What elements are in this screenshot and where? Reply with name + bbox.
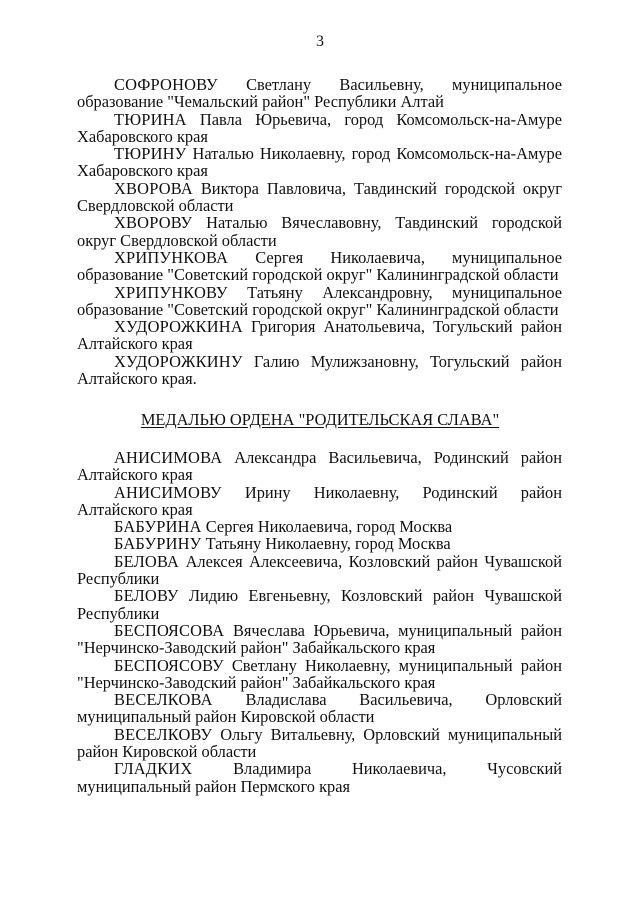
award-entry <box>77 318 562 353</box>
entry-surname: БЕЛОВА <box>114 551 180 571</box>
entry-details: Григория Анатольевича, Тогульский район Алтайского края <box>77 317 562 354</box>
award-entry <box>77 553 562 588</box>
entry-surname: БАБУРИНУ <box>114 534 202 554</box>
entry-surname: БЕЛОВУ <box>114 586 179 606</box>
award-entry <box>77 484 562 519</box>
entry-surname: ХВОРОВУ <box>114 213 193 233</box>
entry-details: Наталью Вячеславовну, Тавдинский городской округ Свердловской области <box>77 213 562 250</box>
award-entry <box>77 353 562 388</box>
page-number: 3 <box>316 33 324 50</box>
award-list-medal <box>77 449 562 795</box>
entry-surname: БАБУРИНА <box>114 517 202 537</box>
entry-surname: ВЕСЕЛКОВУ <box>114 724 213 744</box>
entry-surname: ТЮРИНУ <box>114 144 187 164</box>
entry-details: Ольгу Витальевну, Орловский муниципальный район Кировской области <box>77 724 562 762</box>
entry-details: Ирину Николаевну, Родинский район Алтайского края <box>77 482 562 519</box>
entry-surname: ХУДОРОЖКИНУ <box>114 351 243 371</box>
award-entry <box>77 249 562 284</box>
award-entry <box>77 760 562 795</box>
entry-details: Алексея Алексеевича, Козловский район Чувашской Республики <box>77 551 562 589</box>
entry-details: Владимира Николаевича, Чусовский муниципальный район Пермского края <box>77 759 562 796</box>
entry-surname: БЕСПОЯСОВА <box>114 620 225 640</box>
award-entry <box>77 622 562 657</box>
entry-details: Татьяну Николаевну, город Москва <box>201 534 451 554</box>
award-entry <box>77 535 562 552</box>
entry-surname: ХВОРОВА <box>114 178 193 198</box>
award-list-top <box>77 76 562 387</box>
entry-details: Сергея Николаевича, муниципальное образование "Советский городской округ" Калининградской области <box>77 247 562 285</box>
entry-surname: ХУДОРОЖКИНА <box>114 317 243 337</box>
award-entry <box>77 214 562 249</box>
entry-details: Светлану Николаевну, муниципальный район "Нерчинско-Заводский район" Забайкальского края <box>77 655 562 692</box>
entry-surname: ГЛАДКИХ <box>114 759 193 779</box>
entry-details: Татьяну Александровну, муниципальное образование "Советский городской округ" Калининградской области <box>77 282 562 319</box>
entry-surname: БЕСПОЯСОВУ <box>114 655 224 675</box>
entry-details: Виктора Павловича, Тавдинский городской округ Свердловской области <box>77 178 562 216</box>
entry-surname: СОФРОНОВУ <box>114 75 218 94</box>
entry-surname: АНИСИМОВА <box>114 448 223 467</box>
entry-details: Наталью Николаевну, город Комсомольск-на-Амуре Хабаровского края <box>77 144 562 181</box>
award-entry <box>77 284 562 319</box>
section-heading-text: МЕДАЛЬЮ ОРДЕНА "РОДИТЕЛЬСКАЯ СЛАВА" <box>140 410 500 429</box>
award-entry <box>77 691 562 726</box>
section-heading <box>0 411 640 429</box>
award-entry <box>77 449 562 484</box>
entry-details: Сергея Николаевича, город Москва <box>201 517 453 537</box>
award-entry <box>77 111 562 146</box>
award-entry <box>77 518 562 535</box>
entry-surname: АНИСИМОВУ <box>114 482 222 502</box>
entry-surname: ТЮРИНА <box>114 109 187 129</box>
entry-details: Владислава Васильевича, Орловский муниципальный район Кировской области <box>77 690 562 727</box>
entry-details: Александра Васильевича, Родинский район Алтайского края <box>77 448 562 485</box>
entry-details: Вячеслава Юрьевича, муниципальный район "Нерчинско-Заводский район" Забайкальского края <box>77 620 562 658</box>
award-entry <box>77 587 562 622</box>
entry-details: Светлану Васильевну, муниципальное образование "Чемальский район" Республики Алтай <box>77 75 562 112</box>
entry-surname: ХРИПУНКОВА <box>114 247 229 267</box>
entry-details: Галию Мулижзановну, Тогульский район Алтайского края. <box>77 351 562 389</box>
award-entry <box>77 726 562 761</box>
award-entry <box>77 76 562 111</box>
entry-surname: ВЕСЕЛКОВА <box>114 690 213 710</box>
award-entry <box>77 657 562 692</box>
award-entry <box>77 180 562 215</box>
entry-details: Павла Юрьевича, город Комсомольск-на-Амуре Хабаровского края <box>77 109 562 146</box>
entry-details: Лидию Евгеньевну, Козловский район Чувашской Республики <box>77 586 562 623</box>
entry-surname: ХРИПУНКОВУ <box>114 282 228 302</box>
award-entry <box>77 145 562 180</box>
